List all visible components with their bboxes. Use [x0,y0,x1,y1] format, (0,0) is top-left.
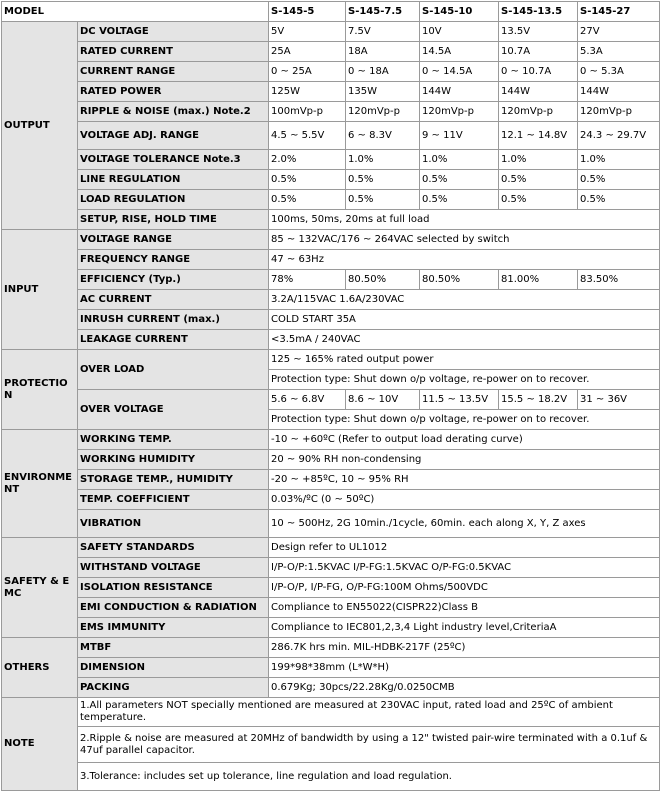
note-item: 3.Tolerance: includes set up tolerance, line regulation and load regulation. [78,763,660,791]
cell: 31 ~ 36V [578,390,660,410]
model-3: S-145-10 [420,2,499,22]
cell: 0.5% [499,170,578,190]
cell: Compliance to EN55022(CISPR22)Class B [269,598,660,618]
param-ripple-noise: RIPPLE & NOISE (max.) Note.2 [78,102,269,122]
param-voltage-adj: VOLTAGE ADJ. RANGE [78,122,269,150]
table-row [2,170,660,190]
param-emi: EMI CONDUCTION & RADIATION [78,598,269,618]
param-over-voltage: OVER VOLTAGE [78,390,269,430]
cell: Protection type: Shut down o/p voltage, re-power on to recover. [269,410,660,430]
param-withstand: WITHSTAND VOLTAGE [78,558,269,578]
cell: 15.5 ~ 18.2V [499,390,578,410]
cell: 5.6 ~ 6.8V [269,390,346,410]
table-row [2,290,660,310]
param-temp-coefficient: TEMP. COEFFICIENT [78,490,269,510]
param-load-regulation: LOAD REGULATION [78,190,269,210]
cell: 6 ~ 8.3V [346,122,420,150]
param-ac-current: AC CURRENT [78,290,269,310]
cell: 100mVp-p [269,102,346,122]
table-row [2,558,660,578]
table-row [2,510,660,538]
cell: 12.1 ~ 14.8V [499,122,578,150]
param-efficiency: EFFICIENCY (Typ.) [78,270,269,290]
cell: 0.5% [420,170,499,190]
cell: 0 ~ 25A [269,62,346,82]
cell: 80.50% [346,270,420,290]
cell: 0 ~ 5.3A [578,62,660,82]
param-rated-power: RATED POWER [78,82,269,102]
cell: 81.00% [499,270,578,290]
table-row [2,210,660,230]
table-row [2,22,660,42]
param-voltage-tolerance: VOLTAGE TOLERANCE Note.3 [78,150,269,170]
table-row [2,490,660,510]
cell: 0.5% [269,170,346,190]
cell: 14.5A [420,42,499,62]
cell: 120mVp-p [499,102,578,122]
table-row [2,122,660,150]
table-row [2,470,660,490]
cell: 0.5% [346,170,420,190]
cell: 18A [346,42,420,62]
cell: 3.2A/115VAC 1.6A/230VAC [269,290,660,310]
group-protection: PROTECTION [2,350,78,430]
cell: 78% [269,270,346,290]
cell: 199*98*38mm (L*W*H) [269,658,660,678]
table-row [2,578,660,598]
table-row [2,230,660,250]
cell: 144W [420,82,499,102]
cell: 100ms, 50ms, 20ms at full load [269,210,660,230]
cell: 0.5% [346,190,420,210]
cell: 1.0% [578,150,660,170]
cell: 0 ~ 18A [346,62,420,82]
cell: 25A [269,42,346,62]
param-current-range: CURRENT RANGE [78,62,269,82]
note-item: 2.Ripple & noise are measured at 20MHz of bandwidth by using a 12" twisted pair-wire terminated with a 0.1uf & 47uf parallel capacitor. [78,727,660,763]
cell: 5.3A [578,42,660,62]
cell: 120mVp-p [346,102,420,122]
cell: 125W [269,82,346,102]
param-rated-current: RATED CURRENT [78,42,269,62]
table-row [2,598,660,618]
cell: 2.0% [269,150,346,170]
param-setup-time: SETUP, RISE, HOLD TIME [78,210,269,230]
table-row [2,310,660,330]
cell: 144W [578,82,660,102]
table-row [2,190,660,210]
cell: 0 ~ 10.7A [499,62,578,82]
cell: 0 ~ 14.5A [420,62,499,82]
param-voltage-range: VOLTAGE RANGE [78,230,269,250]
param-dc-voltage: DC VOLTAGE [78,22,269,42]
table-row [2,150,660,170]
cell: 85 ~ 132VAC/176 ~ 264VAC selected by switch [269,230,660,250]
group-others: OTHERS [2,638,78,698]
cell: -10 ~ +60ºC (Refer to output load derating curve) [269,430,660,450]
param-working-temp: WORKING TEMP. [78,430,269,450]
cell: 11.5 ~ 13.5V [420,390,499,410]
cell: 13.5V [499,22,578,42]
table-row [2,727,660,763]
cell: 0.679Kg; 30pcs/22.28Kg/0.0250CMB [269,678,660,698]
table-row [2,763,660,791]
group-note: NOTE [2,698,78,791]
cell: -20 ~ +85ºC, 10 ~ 95% RH [269,470,660,490]
param-packing: PACKING [78,678,269,698]
cell: 7.5V [346,22,420,42]
table-row [2,450,660,470]
table-row [2,658,660,678]
table-row [2,638,660,658]
model-2: S-145-7.5 [346,2,420,22]
cell: 5V [269,22,346,42]
param-line-regulation: LINE REGULATION [78,170,269,190]
cell: 83.50% [578,270,660,290]
table-row [2,270,660,290]
table-row [2,102,660,122]
param-isolation: ISOLATION RESISTANCE [78,578,269,598]
cell: 286.7K hrs min. MIL-HDBK-217F (25ºC) [269,638,660,658]
cell: 120mVp-p [420,102,499,122]
cell: Design refer to UL1012 [269,538,660,558]
cell: I/P-O/P:1.5KVAC I/P-FG:1.5KVAC O/P-FG:0.5KVAC [269,558,660,578]
group-environment: ENVIRONMENT [2,430,78,538]
cell: 27V [578,22,660,42]
param-storage: STORAGE TEMP., HUMIDITY [78,470,269,490]
cell: I/P-O/P, I/P-FG, O/P-FG:100M Ohms/500VDC [269,578,660,598]
cell: 10V [420,22,499,42]
table-row [2,250,660,270]
group-output: OUTPUT [2,22,78,230]
cell: 10.7A [499,42,578,62]
cell: <3.5mA / 240VAC [269,330,660,350]
cell: 120mVp-p [578,102,660,122]
cell: 0.5% [269,190,346,210]
param-safety-standards: SAFETY STANDARDS [78,538,269,558]
cell: Compliance to IEC801,2,3,4 Light industry level,CriteriaA [269,618,660,638]
table-row [2,698,660,727]
param-ems: EMS IMMUNITY [78,618,269,638]
model-4: S-145-13.5 [499,2,578,22]
cell: 80.50% [420,270,499,290]
table-row [2,82,660,102]
param-working-humidity: WORKING HUMIDITY [78,450,269,470]
cell: 1.0% [420,150,499,170]
cell: 10 ~ 500Hz, 2G 10min./1cycle, 60min. each along X, Y, Z axes [269,510,660,538]
param-leakage-current: LEAKAGE CURRENT [78,330,269,350]
table-row [2,430,660,450]
note-item: 1.All parameters NOT specially mentioned are measured at 230VAC input, rated load and 25ºC of ambient temperature. [78,698,660,727]
model-1: S-145-5 [269,2,346,22]
cell: 135W [346,82,420,102]
cell: 1.0% [499,150,578,170]
param-frequency-range: FREQUENCY RANGE [78,250,269,270]
cell: 0.03%/ºC (0 ~ 50ºC) [269,490,660,510]
cell: 0.5% [578,170,660,190]
cell: Protection type: Shut down o/p voltage, re-power on to recover. [269,370,660,390]
param-dimension: DIMENSION [78,658,269,678]
table-row [2,390,660,410]
group-safety: SAFETY & EMC [2,538,78,638]
table-row [2,618,660,638]
cell: 0.5% [499,190,578,210]
param-mtbf: MTBF [78,638,269,658]
cell: 24.3 ~ 29.7V [578,122,660,150]
cell: 47 ~ 63Hz [269,250,660,270]
cell: 0.5% [578,190,660,210]
param-inrush-current: INRUSH CURRENT (max.) [78,310,269,330]
table-row [2,330,660,350]
group-input: INPUT [2,230,78,350]
cell: 1.0% [346,150,420,170]
cell: 9 ~ 11V [420,122,499,150]
table-row [2,62,660,82]
model-label: MODEL [2,2,269,22]
cell: 8.6 ~ 10V [346,390,420,410]
param-vibration: VIBRATION [78,510,269,538]
header-row [2,2,660,22]
cell: 20 ~ 90% RH non-condensing [269,450,660,470]
table-row [2,538,660,558]
table-row [2,42,660,62]
table-row [2,350,660,370]
table-row [2,678,660,698]
cell: COLD START 35A [269,310,660,330]
cell: 144W [499,82,578,102]
cell: 4.5 ~ 5.5V [269,122,346,150]
spec-table [1,1,660,791]
param-over-load: OVER LOAD [78,350,269,390]
model-5: S-145-27 [578,2,660,22]
cell: 125 ~ 165% rated output power [269,350,660,370]
cell: 0.5% [420,190,499,210]
